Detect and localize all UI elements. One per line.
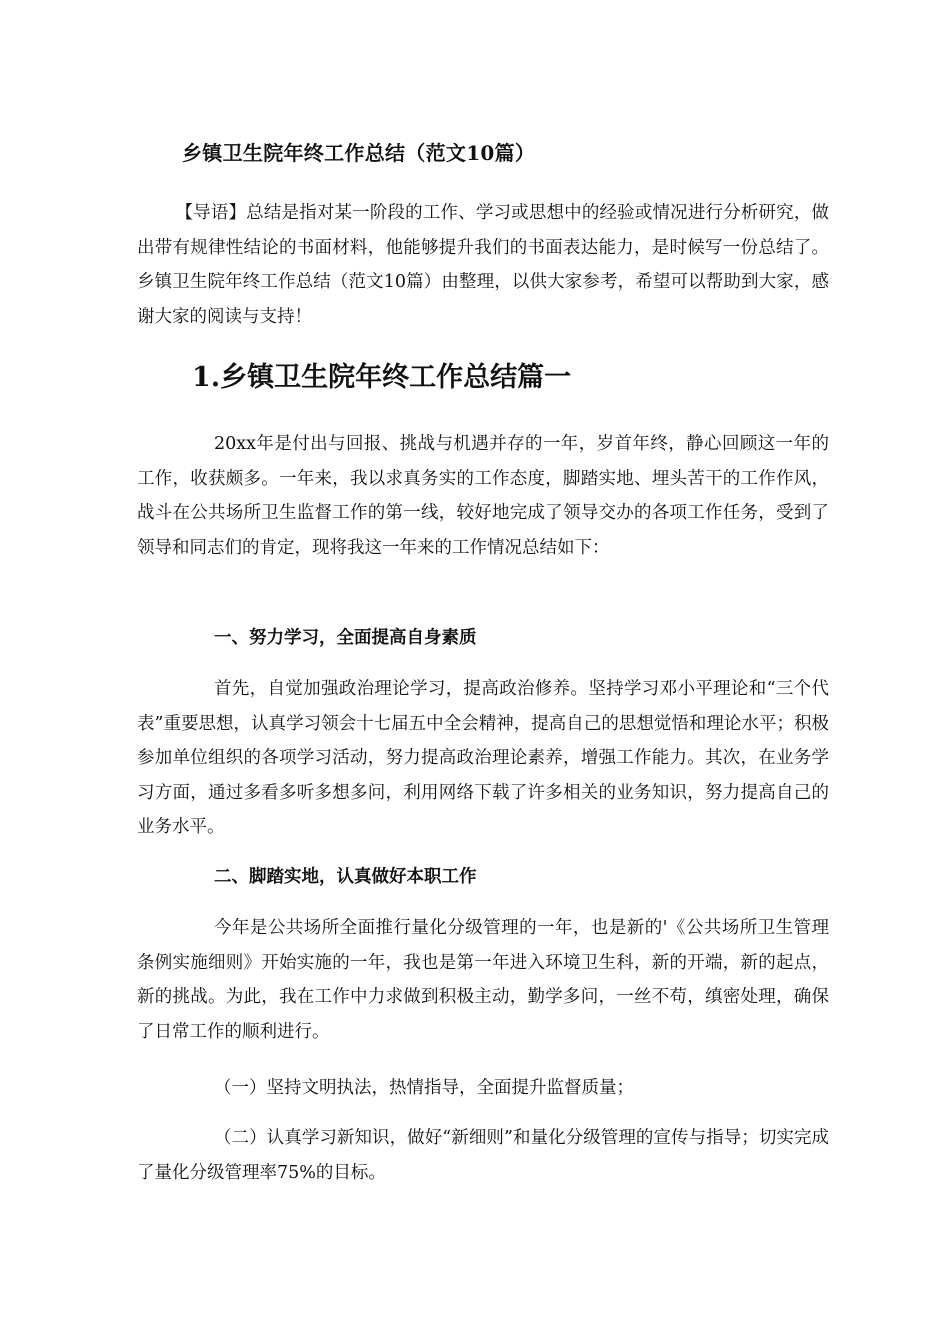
document-title: 乡镇卫生院年终工作总结（范文10篇） [182, 141, 536, 165]
intro-paragraph: 【导语】总结是指对某一阶段的工作、学习或思想中的经验或情况进行分析研究，做出带有规律性结论的书面材料，他能够提升我们的书面表达能力，是时候写一份总结了。乡镇卫生院年终工作总结（范文10篇）由整理，以供大家参考，希望可以帮助到大家，感谢大家的阅读与支持！ [137, 203, 829, 327]
section-heading: 1.乡镇卫生院年终工作总结篇一 [192, 362, 572, 393]
list-item-1: （一）坚持文明执法，热情指导，全面提升监督质量； [214, 1078, 634, 1098]
subheading-work: 二、脚踏实地，认真做好本职工作 [214, 867, 477, 887]
body-paragraph-1: 20xx年是付出与回报、挑战与机遇并存的一年，岁首年终，静心回顾这一年的工作，收获颇多。一年来，我以求真务实的工作态度，脚踏实地、埋头苦干的工作作风，战斗在公共场所卫生监督工作的第一线，较好地完成了领导交办的各项工作任务，受到了领导和同志们的肯定，现将我这一年来的工作情况总结如下： [137, 434, 829, 558]
subheading-study: 一、努力学习，全面提高自身素质 [214, 628, 477, 648]
body-paragraph-2: 首先，自觉加强政治理论学习，提高政治修养。坚持学习邓小平理论和“三个代表”重要思想，认真学习领会十七届五中全会精神，提高自己的思想觉悟和理论水平；积极参加单位组织的各项学习活动，努力提高政治理论素养，增强工作能力。其次，在业务学习方面，通过多看多听多想多问，利用网络下载了许多相关的业务知识，努力提高自己的业务水平。 [137, 679, 829, 838]
body-paragraph-3: 今年是公共场所全面推行量化分级管理的一年，也是新的'《公共场所卫生管理条例实施细则》开始实施的一年，我也是第一年进入环境卫生科，新的开端，新的起点，新的挑战。为此，我在工作中力求做到积极主动，勤学多问，一丝不苟，缜密处理，确保了日常工作的顺利进行。 [137, 918, 829, 1042]
list-item-2: （二）认真学习新知识，做好“新细则”和量化分级管理的宣传与指导；切实完成了量化分级管理率75%的目标。 [137, 1128, 829, 1183]
